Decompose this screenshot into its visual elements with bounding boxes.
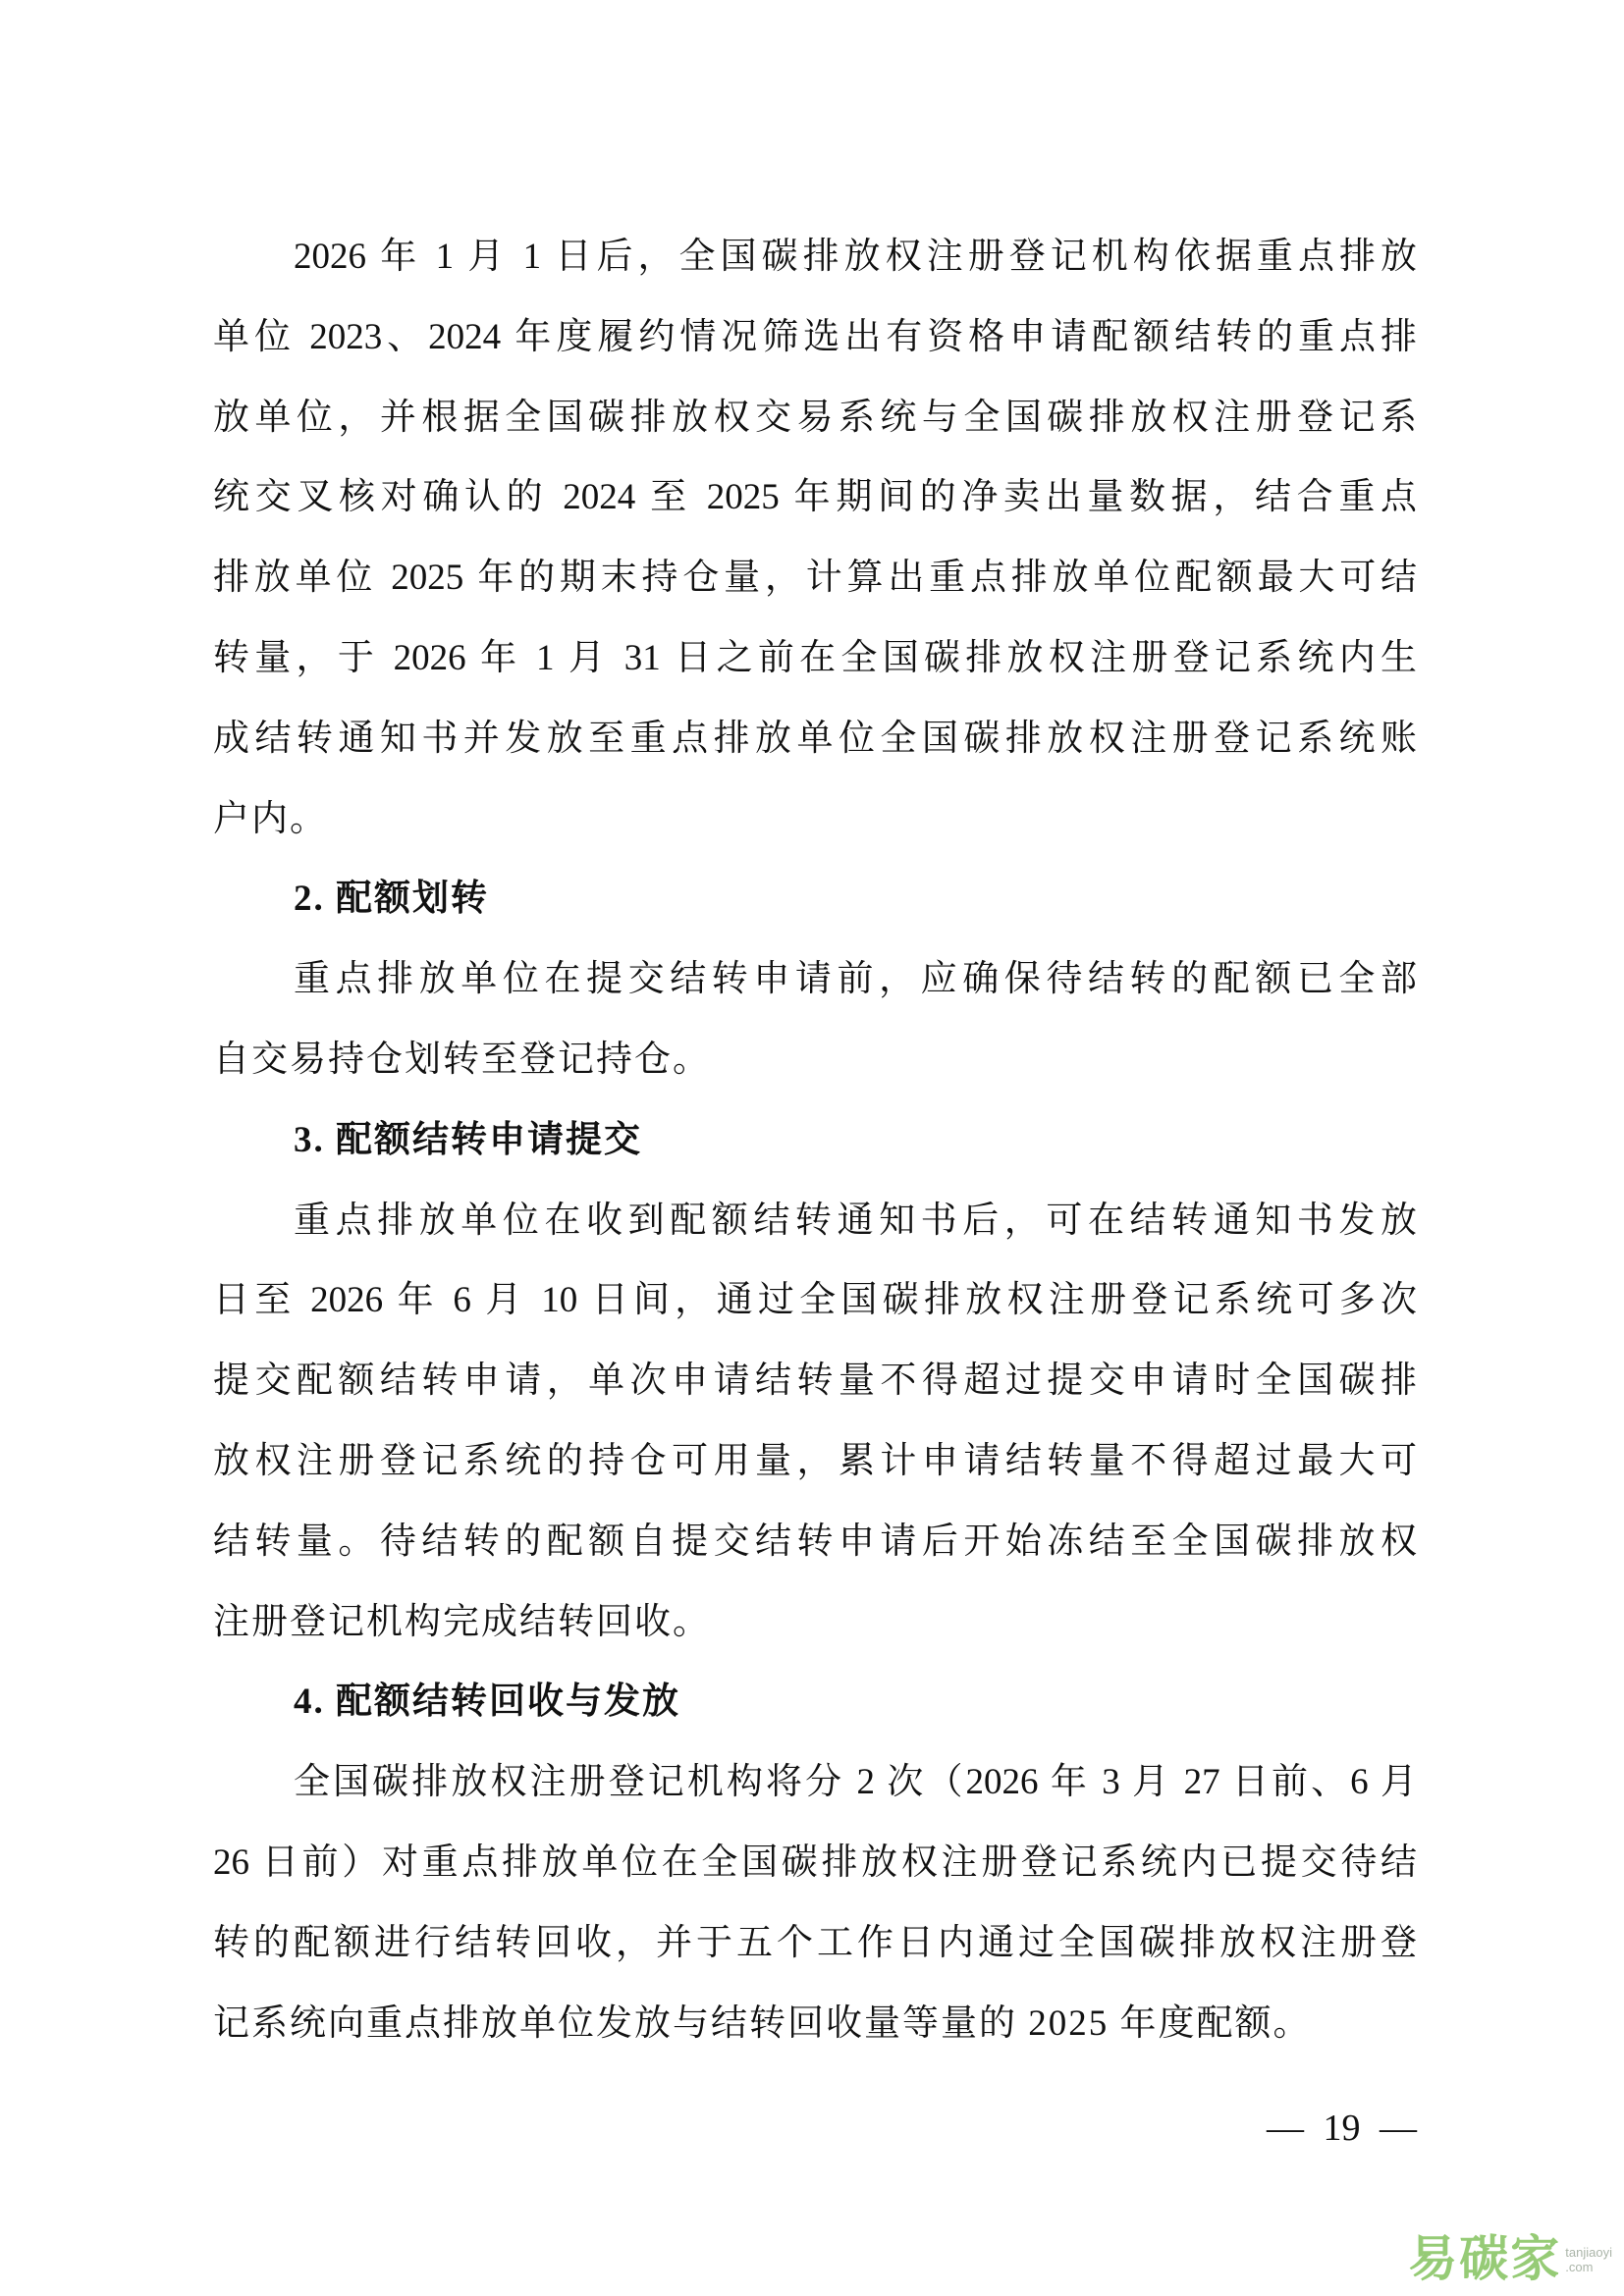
paragraph-line: 全国碳排放权注册登记机构将分 2 次（2026 年 3 月 27 日前、6 月 xyxy=(294,1762,1417,1803)
paragraph-line: 提交配额结转申请，单次申请结转量不得超过提交申请时全国碳排 xyxy=(213,1361,1417,1402)
section-heading: 4. 配额结转回收与发放 xyxy=(294,1682,680,1723)
watermark-brand: 易碳家 xyxy=(1408,2230,1562,2287)
paragraph-line: 排放单位 2025 年的期末持仓量，计算出重点排放单位配额最大可结 xyxy=(213,558,1417,599)
paragraph-line: 户内。 xyxy=(213,798,328,839)
watermark-site-name: tanjiaoyi xyxy=(1565,2245,1612,2260)
paragraph-line: 转的配额进行结转回收，并于五个工作日内通过全国碳排放权注册登 xyxy=(213,1922,1417,1963)
paragraph-line: 结转量。待结转的配额自提交结转申请后开始冻结至全国碳排放权 xyxy=(213,1521,1417,1562)
section-allocation-transfer xyxy=(213,859,1417,1099)
paragraph-intro xyxy=(213,217,1417,859)
section-heading: 3. 配额结转申请提交 xyxy=(294,1119,642,1160)
watermark-site-suffix: .com xyxy=(1565,2260,1594,2274)
paragraph-line: 自交易持仓划转至登记持仓。 xyxy=(213,1039,711,1080)
document-body xyxy=(213,217,1417,2063)
paragraph-line: 注册登记机构完成结转回收。 xyxy=(213,1601,711,1642)
paragraph-line: 2026 年 1 月 1 日后，全国碳排放权注册登记机构依据重点排放 xyxy=(294,237,1417,277)
paragraph-line: 统交叉核对确认的 2024 至 2025 年期间的净卖出量数据，结合重点 xyxy=(213,477,1417,518)
section-heading: 2. 配额划转 xyxy=(294,879,489,920)
watermark-site xyxy=(1565,2245,1612,2274)
paragraph-line: 日至 2026 年 6 月 10 日间，通过全国碳排放权注册登记系统可多次 xyxy=(213,1280,1417,1321)
section-recovery-and-issuance xyxy=(213,1662,1417,2063)
paragraph-line: 放单位，并根据全国碳排放权交易系统与全国碳排放权注册登记系 xyxy=(213,397,1417,438)
paragraph-line: 单位 2023、2024 年度履约情况筛选出有资格申请配额结转的重点排 xyxy=(213,316,1417,357)
watermark-logo xyxy=(1408,2229,1612,2288)
paragraph-line: 放权注册登记系统的持仓可用量，累计申请结转量不得超过最大可 xyxy=(213,1440,1417,1481)
paragraph-line: 26 日前）对重点排放单位在全国碳排放权注册登记系统内已提交待结 xyxy=(213,1842,1417,1883)
paragraph-line: 重点排放单位在提交结转申请前，应确保待结转的配额已全部 xyxy=(294,959,1417,1000)
paragraph-line: 转量，于 2026 年 1 月 31 日之前在全国碳排放权注册登记系统内生 xyxy=(213,637,1417,678)
section-carryover-application xyxy=(213,1100,1417,1663)
paragraph-line: 记系统向重点排放单位发放与结转回收量等量的 2025 年度配额。 xyxy=(213,2002,1312,2044)
paragraph-line: 成结转通知书并发放至重点排放单位全国碳排放权注册登记系统账 xyxy=(213,718,1417,759)
paragraph-line: 重点排放单位在收到配额结转通知书后，可在结转通知书发放 xyxy=(294,1200,1417,1241)
page-number: — 19 — xyxy=(1267,2108,1417,2149)
